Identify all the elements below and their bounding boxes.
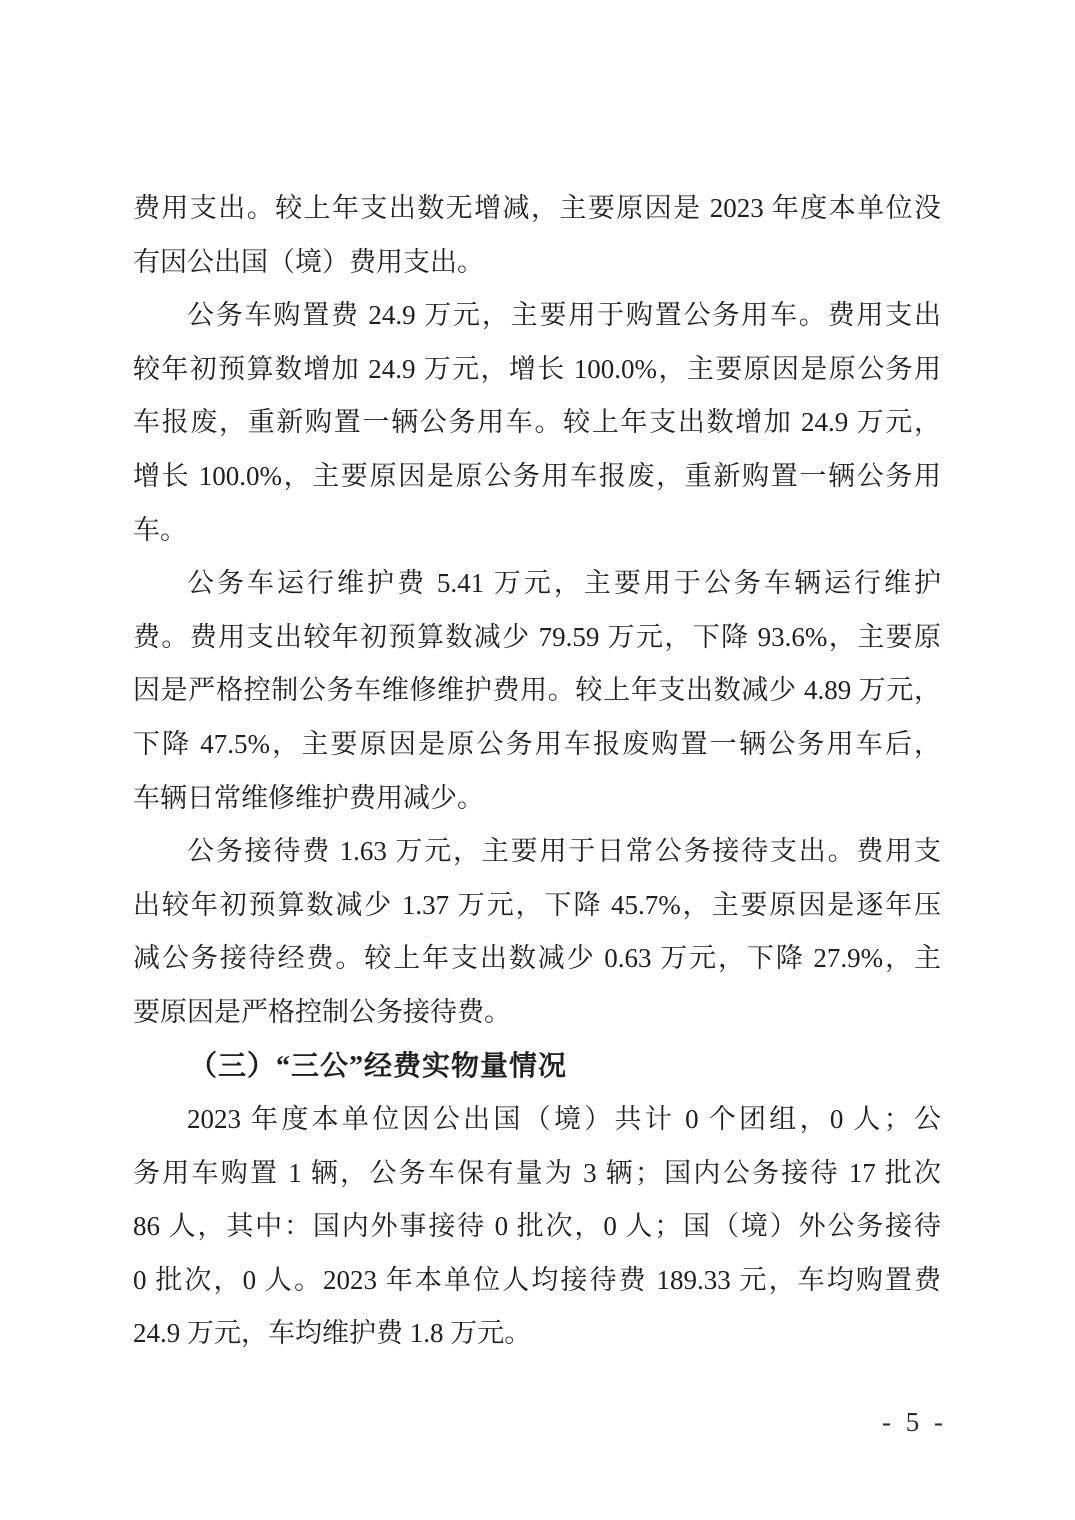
- text-line: 车报废，重新购置一辆公务用车。较上年支出数增加 24.9 万元，: [133, 407, 941, 438]
- text-line: 要原因是严格控制公务接待费。: [133, 996, 511, 1027]
- text-line: 费。费用支出较年初预算数减少 79.59 万元，下降 93.6%，主要原: [133, 621, 941, 652]
- text-line: 2023 年度本单位因公出国（境）共计 0 个团组，0 人；公: [187, 1104, 941, 1135]
- text-line: 有因公出国（境）费用支出。: [133, 246, 484, 277]
- page-number: - 5 -: [882, 1407, 947, 1437]
- paragraph-vehicle-purchase: [133, 289, 941, 557]
- text-line: 车辆日常维修维护费用减少。: [133, 782, 484, 813]
- text-line: 86 人，其中：国内外事接待 0 批次，0 人；国（境）外公务接待: [133, 1211, 941, 1242]
- text-line: 公务接待费 1.63 万元，主要用于日常公务接待支出。费用支: [187, 836, 941, 867]
- page-footer: [882, 1402, 947, 1442]
- text-line: 费用支出。较上年支出数无增减，主要原因是 2023 年度本单位没: [133, 193, 941, 223]
- paragraph-official-reception: [133, 825, 941, 1039]
- text-line: 务用车购置 1 辆，公务车保有量为 3 辆；国内公务接待 17 批次: [133, 1157, 941, 1188]
- text-line: 减公务接待经费。较上年支出数减少 0.63 万元，下降 27.9%，主: [133, 943, 941, 974]
- section-heading-three-public-expenses: （三）“三公”经费实物量情况: [189, 1050, 568, 1082]
- text-line: 车。: [133, 514, 187, 545]
- document-body: [133, 182, 941, 1361]
- paragraph-vehicle-maintenance: [133, 557, 941, 825]
- text-line: 较年初预算数增加 24.9 万元，增长 100.0%，主要原因是原公务用: [133, 353, 941, 384]
- text-line: 公务车运行维护费 5.41 万元，主要用于公务车辆运行维护: [187, 568, 941, 599]
- paragraph-abroad-continuation: [133, 182, 941, 289]
- text-line: 0 批次，0 人。2023 年本单位人均接待费 189.33 元，车均购置费: [133, 1264, 941, 1295]
- text-line: 因是严格控制公务车维修维护费用。较上年支出数减少 4.89 万元，: [133, 675, 941, 706]
- text-line: 公务车购置费 24.9 万元，主要用于购置公务用车。费用支出: [187, 300, 941, 331]
- text-line: 下降 47.5%，主要原因是原公务用车报废购置一辆公务用车后，: [133, 728, 941, 759]
- paragraph-physical-quantity: [133, 1093, 941, 1361]
- text-line: 出较年初预算数减少 1.37 万元，下降 45.7%，主要原因是逐年压: [133, 889, 941, 920]
- text-line: 增长 100.0%，主要原因是原公务用车报废，重新购置一辆公务用: [133, 460, 941, 491]
- text-line: 24.9 万元，车均维护费 1.8 万元。: [133, 1318, 532, 1349]
